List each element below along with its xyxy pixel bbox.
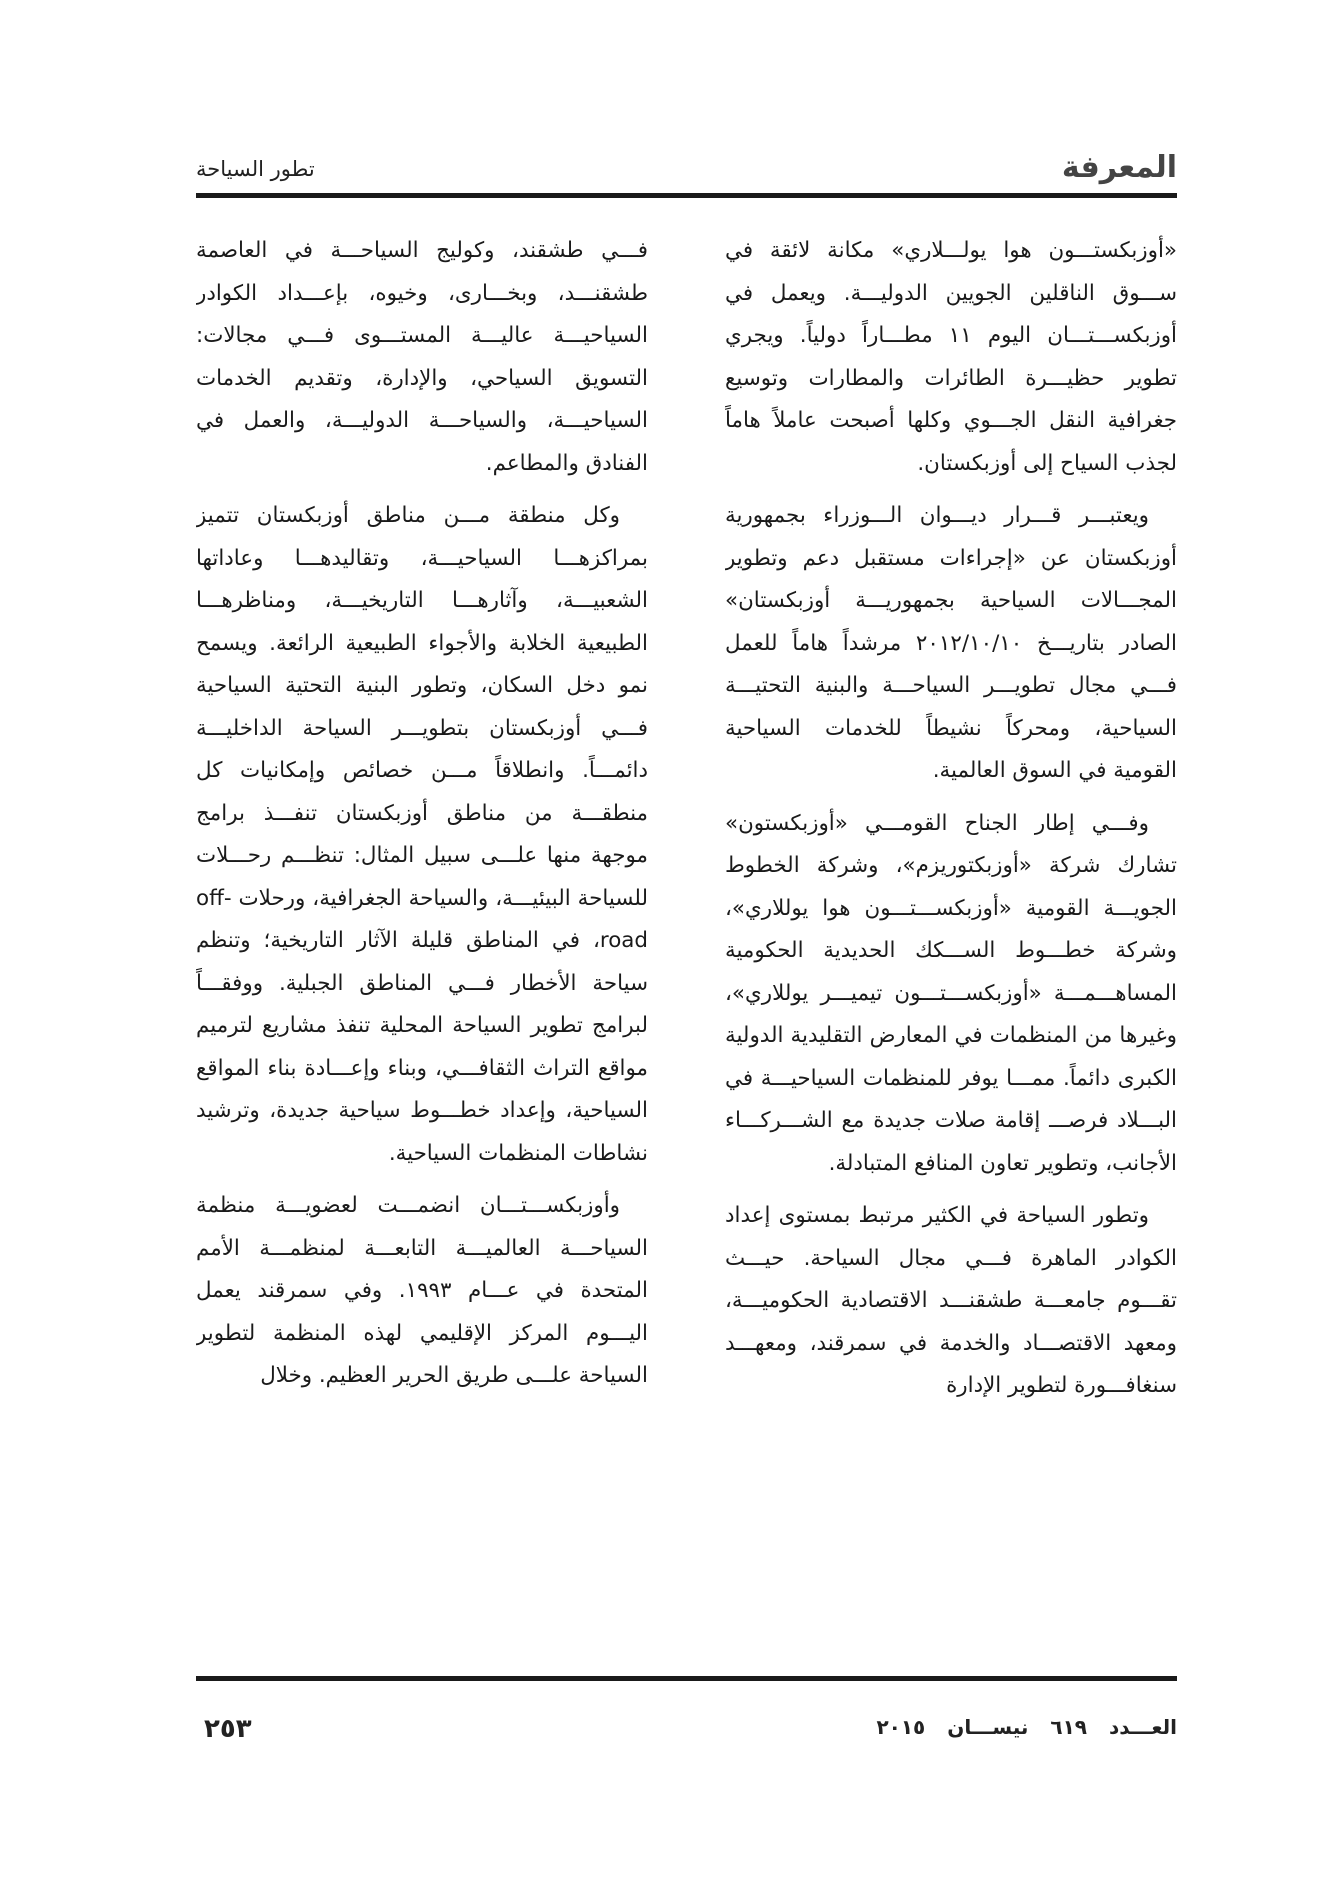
paragraph: وتطور السياحة في الكثير مرتبط بمستوى إعداد الكوادر الماهرة فـــي مجال السياحة. حيـــث تقـــوم جامعـــة طشقنـــد الاقتصادية الحكوميـــة، ومعهد الاقتصـــاد والخدمة في سمرقند، ومعهـــد سنغافـــورة لتطوير الإدارة <box>725 1203 1177 1398</box>
paragraph: فـــي طشقند، وكوليج السياحـــة في العاصمة طشقنـــد، وبخـــارى، وخيوه، بإعـــداد الكوادر السياحيـــة عاليـــة المستـــوى فـــي مجالات: التسويق السياحي، والإدارة، وتقديم الخدمات السياحيـــة، والسياحـــة الدوليـــة، والعمل في الفنادق والمطاعم. <box>196 238 648 476</box>
issue-label: العـــدد <box>1109 1715 1177 1739</box>
page-number: ٢٥٣ <box>204 1714 252 1744</box>
magazine-logo: المعرفة <box>1061 150 1177 185</box>
page-footer <box>196 1712 1177 1752</box>
issue-info <box>854 1712 1177 1742</box>
issue-month: نيســـان <box>947 1715 1029 1739</box>
paragraph: ويعتبـــر قـــرار ديـــوان الـــوزراء بجمهورية أوزبكستان عن «إجراءات مستقبل دعم وتطوير المجـــالات السياحية بجمهوريـــة أوزبكستان» الصادر بتاريـــخ ٢٠١٢/١٠/١٠ مرشداً هاماً للعمل فـــي مجال تطويـــر السياحـــة والبنية التحتيـــة السياحية، ومحركاً نشيطاً للخدمات السياحية القومية في السوق العالمية. <box>725 503 1177 783</box>
running-section-title: تطور السياحة <box>196 157 315 181</box>
paragraph: «أوزبكستـــون هوا يولـــلاري» مكانة لائقة في ســـوق الناقلين الجويين الدوليـــة. ويعمل في أوزبكســـتـــان اليوم ١١ مطـــاراً دولياً. ويجري تطوير حظيـــرة الطائرات والمطارات وتوسيع جغرافية النقل الجـــوي وكلها أصبحت عاملاً هاماً لجذب السياح إلى أوزبكستان. <box>725 238 1177 476</box>
issue-number: ٦١٩ <box>1050 1715 1088 1739</box>
page-header <box>196 150 1177 186</box>
header-rule <box>196 193 1177 198</box>
paragraph: وفـــي إطار الجناح القومـــي «أوزبكستون» تشارك شركة «أوزبكتوريزم»، وشركة الخطوط الجويـــة القومية «أوزبكســـتـــون هوا يوللاري»، وشركة خطـــوط الســـكك الحديدية الحكومية المساهـــمـــة «أوزبكســـتـــون تيميـــر يوللاري»، وغيرها من المنظمات في المعارض التقليدية الدولية الكبرى دائماً. ممـــا يوفر للمنظمات السياحيـــة في البـــلاد فرصـــ إقامة صلات جديدة مع الشـــركـــاء الأجانب، وتطوير تعاون المنافع المتبادلة. <box>725 810 1177 1176</box>
paragraph: وكل منطقة مـــن مناطق أوزبكستان تتميز بمراكزهـــا السياحيـــة، وتقاليدهـــا وعاداتها الشعبيـــة، وآثارهـــا التاريخيـــة، ومناظرهـــا الطبيعية الخلابة والأجواء الطبيعية الرائعة. ويسمح نمو دخل السكان، وتطور البنية التحتية السياحية فـــي أوزبكستان بتطويـــر السياحة الداخليـــة دائمـــاً. وانطلاقاً مـــن خصائص وإمكانيات كل منطقـــة من مناطق أوزبكستان تنفـــذ برامج موجهة منها علـــى سبيل المثال: تنظـــم رحـــلات للسياحة البيئيـــة، والسياحة الجغرافية، ورحلات off-road، في المناطق قليلة الآثار التاريخية؛ وتنظم سياحة الأخطار فـــي المناطق الجبلية. ووفقـــاً لبرامج تطوير السياحة المحلية تنفذ مشاريع لترميم مواقع التراث الثقافـــي، وبناء وإعـــادة بناء المواقع السياحية، وإعداد خطـــوط سياحية جديدة، وترشيد نشاطات المنظمات السياحية. <box>196 503 648 1166</box>
issue-year: ٢٠١٥ <box>876 1715 926 1739</box>
right-text-column <box>725 230 1177 1470</box>
paragraph: وأوزبكســـتـــان انضمـــت لعضويـــة منظمة السياحـــة العالميـــة التابعـــة لمنظمـــة الأمم المتحدة في عـــام ١٩٩٣. وفي سمرقند يعمل اليـــوم المركز الإقليمي لهذه المنظمة لتطوير السياحة علـــى طريق الحرير العظيم. وخلال <box>196 1193 648 1388</box>
footer-rule <box>196 1676 1177 1681</box>
left-text-column <box>196 230 648 1470</box>
